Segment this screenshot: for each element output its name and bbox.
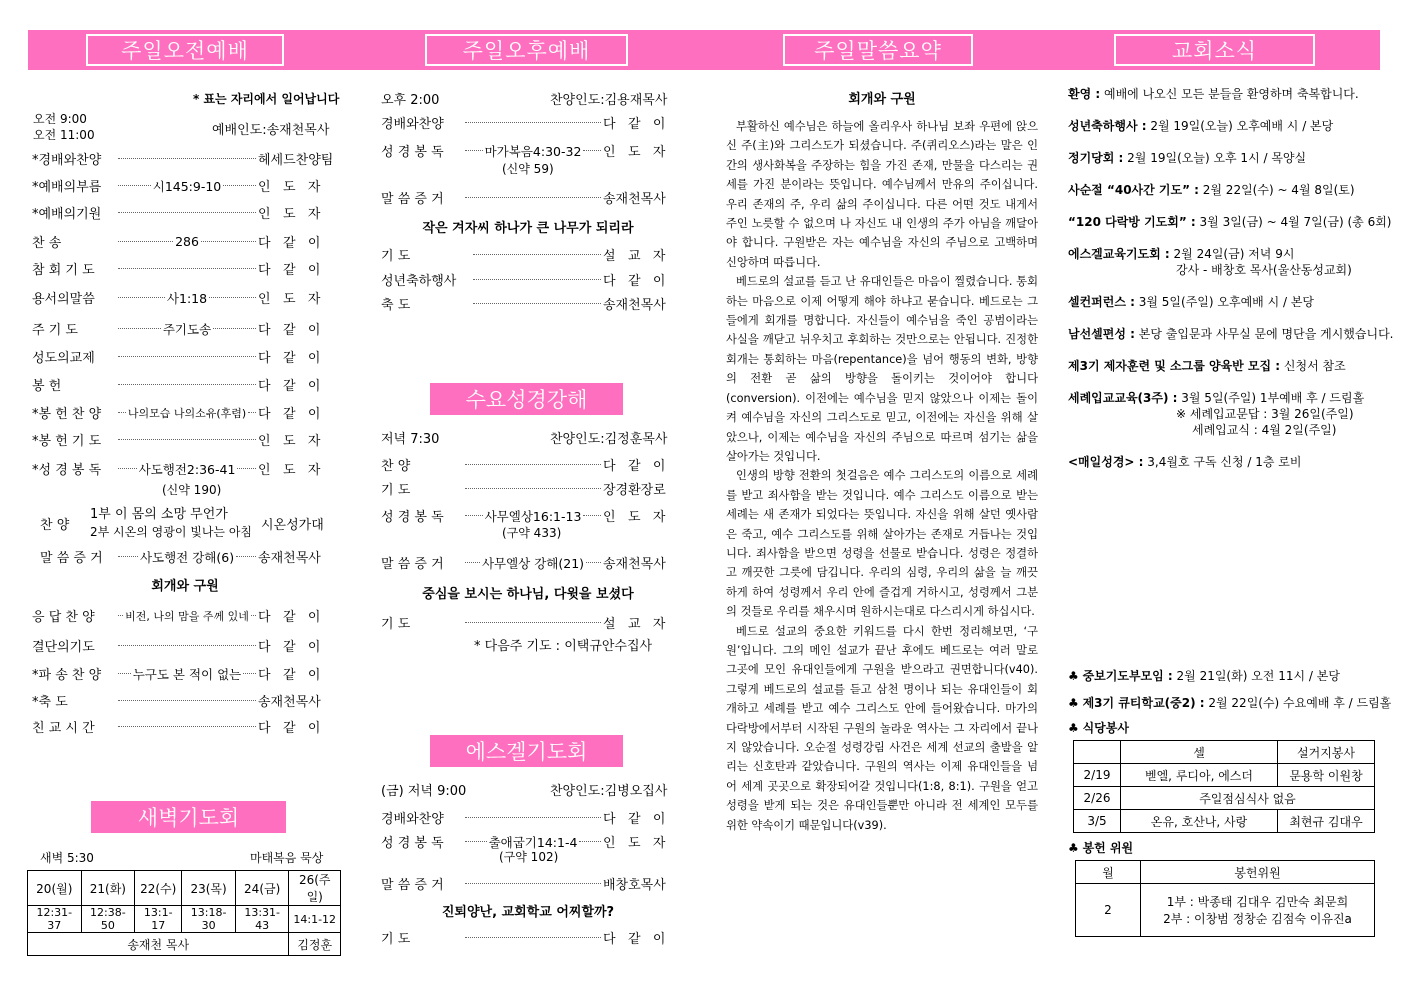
morning-sermon-title: 회개와 구원 (151, 579, 219, 594)
order-item-person: 인 도 자 (603, 510, 666, 525)
news-item-label: <매일성경> : (1068, 455, 1144, 469)
news-item-text: 3월 5일(주일) 1부예배 후 / 드림홀 (1177, 391, 1365, 405)
order-item-label: 용서의말씀 (32, 292, 95, 307)
order-item-detail: 나의모습 나의소유(후렴) (127, 406, 247, 420)
order-item-person: 송재천목사 (258, 695, 321, 710)
order-item-label: 친 교 시 간 (32, 721, 95, 736)
dawn-day: 20(월) (28, 871, 82, 906)
order-item-person: 다 같 이 (258, 640, 321, 655)
order-item-label: 참 회 기 도 (32, 263, 95, 278)
cue-label: 제3기 큐티학교(중2) : (1082, 696, 1205, 710)
offering-table (1075, 860, 1375, 937)
order-item (381, 553, 677, 572)
dawn-pastor: 송재천 목사 (28, 933, 289, 956)
order-item (381, 874, 677, 893)
order-item-label: *봉 헌 찬 양 (32, 407, 102, 422)
dotted-leader (118, 726, 256, 727)
order-item-person: 인 도 자 (258, 292, 321, 307)
morning-time1: 오전 9:00 (33, 112, 87, 126)
order-item (381, 141, 677, 160)
news-item (1068, 181, 1355, 198)
news-item-label: 세례입교교육(3주) : (1068, 391, 1178, 405)
meal-dish: 최현규 김대우 (1278, 810, 1375, 833)
order-item-person: 인 도 자 (258, 180, 321, 195)
order-item-person: 인 도 자 (258, 434, 321, 449)
order-item-person: 헤세드찬양팀 (258, 153, 334, 168)
order-item-label: 경배와찬양 (381, 117, 444, 132)
order-item-label: *파 송 찬 양 (32, 668, 102, 683)
meal-row (1074, 764, 1375, 787)
dotted-leader (243, 673, 256, 674)
meal-title: 식당봉사 (1082, 721, 1129, 735)
order-item-person: 다 같 이 (258, 610, 321, 625)
order-item-person: 인 도 자 (603, 836, 666, 851)
order-item-detail: 마가복음4:30-32 (484, 143, 582, 159)
order-item (381, 613, 677, 632)
news-item-text: 2월 22일(수) ~ 4월 8일(토) (1198, 183, 1355, 197)
order-item-label: 봉 헌 (32, 379, 62, 394)
news-item-label: 제3기 제자훈련 및 소그룹 양육반 모집 : (1068, 359, 1281, 373)
order-item-detail: 286 (175, 234, 199, 249)
order-item (40, 547, 340, 566)
cue-text: 2월 22일(수) 수요예배 후 / 드림홀 (1204, 696, 1392, 710)
order-item-label: 찬 양 (381, 459, 411, 474)
order-item-label: 성년축하행사 (381, 274, 457, 289)
header-afternoon: 주일오후예배 (425, 34, 628, 66)
order-item-label: *성 경 봉 독 (32, 463, 102, 478)
offering-header-members: 봉헌위원 (1141, 861, 1375, 884)
order-item-label: *예배의기원 (32, 207, 102, 222)
order-item (32, 430, 340, 449)
order-item-label: 응 답 찬 양 (32, 610, 95, 625)
ezekiel-sermon-title: 진퇴양난, 교회학교 어찌할까? (441, 905, 615, 920)
order-item (381, 188, 677, 207)
meal-date: 2/19 (1074, 764, 1121, 787)
wednesday-time: 저녁 7:30 (381, 432, 440, 447)
news-item (1068, 245, 1294, 262)
news-item-label: 셀컨퍼런스 : (1068, 295, 1135, 309)
news-item-label: 성년축하행사 : (1068, 119, 1147, 133)
order-item (32, 149, 340, 168)
meal-header-cell: 셀 (1121, 741, 1278, 764)
news-baptism-exam: ※ 세례입교문답 : 3월 26일(주일) (1176, 407, 1354, 421)
dawn-verse: 12:31-37 (28, 906, 82, 933)
dawn-leaders-row (28, 933, 341, 956)
praise-second: 2부 시온의 영광이 빛나는 아침 (90, 525, 252, 539)
news-cue-school (1068, 694, 1391, 711)
news-item-text: 2월 19일(오늘) 오후예배 시 / 본당 (1146, 119, 1334, 133)
news-offering (1068, 839, 1133, 856)
meal-row (1074, 810, 1375, 833)
dotted-leader (465, 841, 487, 842)
dotted-leader (465, 817, 601, 818)
praise-label: 찬 양 (40, 518, 70, 533)
news-item (1068, 117, 1333, 134)
order-item-person: 다 같 이 (603, 459, 666, 474)
news-item-text: 2월 24일(금) 저녁 9시 (1169, 247, 1295, 261)
news-ezekiel-speaker: 강사 - 배창호 목사(울산동성교회) (1176, 263, 1352, 277)
afternoon-sermon-title: 작은 겨자씨 하나가 큰 나무가 되리라 (422, 221, 634, 236)
afternoon-leader: 찬양인도:김용재목사 (550, 93, 668, 108)
dotted-leader (118, 615, 123, 616)
dawn-day: 24(금) (235, 871, 289, 906)
dotted-leader (473, 303, 601, 304)
dawn-days-row (28, 871, 341, 906)
order-item-person: 다 같 이 (258, 407, 321, 422)
order-item-person: 다 같 이 (603, 274, 666, 289)
summary-body (726, 117, 1038, 835)
order-item-detail: 사무엘상16:1-13 (484, 508, 582, 524)
dotted-leader (118, 468, 137, 469)
order-item-detail: 사도행전 강해(6) (139, 549, 235, 565)
order-item (381, 294, 677, 313)
order-item (381, 455, 677, 474)
summary-paragraph: 베드로의 설교를 듣고 난 유대인들은 마음이 찔렸습니다. 통회하는 마음으로 이제 어떻게 해야 하냐고 묻습니다. 베드로는 그들에게 회개를 명합니다. 자신들이 예수님을 죽인 공범이라는 사실을 깨닫고 뉘우치고 후회하는 것만으로는 안됩니다. 진정한 회개는 통회하는 마음(repentance)을 넘어 행동의 변화, 방향의 전환 곧 삶의 방향을 돌이키는 것이어야 합니다(conversion). 이전에는 예수님을 믿지 않았으나 이제는 돌이켜 예수님을 자신의 그리스도로 믿고, 이전에는 자신을 위해 살았으나, 이제는 예수님을 자신의 주님으로 따르며 섬기는 삶을 살아가는 것입니다. (726, 275, 1038, 463)
news-item-text: 2월 19일(오늘) 오후 1시 / 목양실 (1123, 151, 1307, 165)
news-item-label: 남선셀편성 : (1068, 327, 1135, 341)
dawn-title: 새벽기도회 (91, 801, 286, 833)
dotted-leader (236, 556, 256, 557)
ezekiel-time: (금) 저녁 9:00 (381, 784, 467, 799)
dotted-leader (118, 412, 126, 413)
dotted-leader (209, 297, 256, 298)
wednesday-next-prayer: * 다음주 기도 : 이택규안수집사 (474, 639, 653, 654)
order-item-detail: 출애굽기14:1-4 (488, 834, 578, 850)
dotted-leader (118, 241, 173, 242)
dawn-elder: 김정훈 (289, 933, 341, 956)
meal-header-row (1074, 741, 1375, 764)
dotted-leader (118, 356, 256, 357)
order-item-person: 송재천목사 (603, 557, 666, 572)
praise-first: 1부 이 몸의 소망 무언가 (90, 507, 228, 522)
news-item (1068, 357, 1346, 374)
morning-leader: 예배인도:송재천목사 (212, 123, 330, 138)
news-item (1068, 213, 1391, 230)
order-item-label: 말 씀 증 거 (381, 192, 444, 207)
offering-first: 1부 : 박종태 김대우 김만숙 최문희 (1166, 895, 1349, 909)
order-item-person: 다 같 이 (258, 263, 321, 278)
dawn-verse: 14:1-12 (289, 906, 341, 933)
order-item-detail: 사1:18 (166, 290, 208, 306)
dotted-leader (465, 515, 483, 516)
dawn-verse: 13:18-30 (182, 906, 236, 933)
club-icon: ♣ (1068, 721, 1079, 735)
order-item-detail: 사도행전2:36-41 (138, 461, 236, 477)
meal-dish: 문용학 이원창 (1278, 764, 1375, 787)
order-item-label: 축 도 (381, 298, 411, 313)
dotted-leader (465, 622, 601, 623)
order-item-label: *봉 헌 기 도 (32, 434, 102, 449)
order-item-person: 다 같 이 (258, 379, 321, 394)
dawn-day: 23(목) (182, 871, 236, 906)
meal-cell: 온유, 호산나, 사랑 (1121, 810, 1278, 833)
dotted-leader (473, 254, 601, 255)
order-item (32, 232, 340, 251)
dotted-leader (465, 150, 483, 151)
order-item-label: 말 씀 증 거 (381, 557, 444, 572)
order-item-label: *예배의부름 (32, 180, 102, 195)
order-item-label: 성 경 봉 독 (381, 145, 444, 160)
order-item (381, 928, 677, 947)
news-item-label: 에스겔교육기도회 : (1068, 247, 1170, 261)
dawn-verses-row (28, 906, 341, 933)
order-item-person: 설 교 자 (603, 249, 666, 264)
dotted-leader (579, 841, 601, 842)
morning-note: * 표는 자리에서 일어납니다 (193, 92, 340, 106)
order-item-person: 다 같 이 (258, 351, 321, 366)
meal-cell: 벧엘, 루디아, 에스더 (1121, 764, 1278, 787)
dotted-leader (473, 279, 601, 280)
dawn-schedule-table (27, 870, 341, 956)
dotted-leader (248, 412, 256, 413)
offering-header-month: 월 (1076, 861, 1141, 884)
order-item-label: 기 도 (381, 932, 411, 947)
offering-row (1076, 884, 1375, 937)
order-item-person: 다 같 이 (603, 812, 666, 827)
intercession-label: 중보기도부모임 : (1082, 669, 1173, 683)
order-item (32, 375, 340, 394)
dotted-leader (201, 241, 256, 242)
order-item (32, 203, 340, 222)
offering-title: 봉헌 위원 (1082, 841, 1134, 855)
wednesday-leader: 찬양인도:김정훈목사 (550, 432, 668, 447)
dotted-leader (118, 700, 256, 701)
dotted-leader (118, 439, 256, 440)
dotted-leader (583, 150, 601, 151)
dotted-leader (465, 197, 601, 198)
dotted-leader (465, 562, 480, 563)
order-item-label: 주 기 도 (32, 323, 78, 338)
order-item-label: *축 도 (32, 695, 68, 710)
meal-row (1074, 787, 1375, 810)
order-item (381, 808, 677, 827)
order-item-label: 말 씀 증 거 (381, 878, 444, 893)
news-item-text: 3월 3일(금) ~ 4월 7일(금) (총 6회) (1195, 215, 1392, 229)
header-morning: 주일오전예배 (86, 34, 284, 66)
dotted-leader (118, 556, 138, 557)
dawn-book: 마태복음 묵상 (250, 851, 324, 865)
order-item-person: 송재천목사 (603, 192, 666, 207)
summary-paragraph: 베드로 설교의 중요한 키워드를 다시 한번 정리해보면, ‘구원’입니다. 그의 메인 설교가 끝난 후에도 베드로는 여러 말로 그곳에 모인 유대인들에게 구원을 받으라고 권면합니다(v40). 그렇게 베드로의 설교를 듣고 삼천 명이나 되는 유대인들이 회개하고 세례를 받고 예수 그리스도 안에 들어왔습니다. 마가의 다락방에서부터 시작된 구원의 놀라운 역사는 그 자리에서 끝나지 않았습니다. 오순절 성령강림 사건은 세계 선교의 출발을 알리는 신호탄과 같았습니다. 구원의 역사는 이제 유대인들을 넘어 세계 곳곳으로 확장되어갈 것입니다(1:8, 8:1). 구원을 얻고 성령을 받게 되는 것은 유대인들뿐만 아니라 전 세계인 모두를 위한 약속이기 때문입니다(v39). (726, 624, 1038, 832)
dawn-day: 21(화) (81, 871, 135, 906)
dotted-leader (118, 212, 256, 213)
offering-header-row (1076, 861, 1375, 884)
dotted-leader (118, 158, 256, 159)
order-item-person: 다 같 이 (258, 721, 321, 736)
news-item-text: 예배에 나오신 모든 분들을 환영하며 축복합니다. (1100, 87, 1359, 101)
wednesday-sermon-title: 중심을 보시는 하나님, 다윗을 보셨다 (422, 587, 634, 602)
dotted-leader (118, 185, 151, 186)
dawn-verse: 13:31-43 (235, 906, 289, 933)
dotted-leader (118, 268, 256, 269)
dotted-leader (465, 883, 601, 884)
ezekiel-title: 에스겔기도회 (430, 735, 623, 767)
order-item-detail: 사무엘상 강해(21) (481, 555, 585, 571)
dotted-leader (465, 464, 601, 465)
order-item-person: 다 같 이 (603, 117, 666, 132)
dotted-leader (118, 328, 161, 329)
dawn-time: 새벽 5:30 (40, 851, 94, 865)
order-item-label: *경배와찬양 (32, 153, 102, 168)
order-item (32, 403, 340, 422)
order-item-label: 기 도 (381, 483, 411, 498)
order-item-label: 결단의기도 (32, 640, 95, 655)
order-item (381, 113, 677, 132)
meal-date: 2/26 (1074, 787, 1121, 810)
meal-table (1073, 740, 1375, 833)
afternoon-hymn: (신약 59) (502, 162, 554, 176)
order-item (32, 664, 340, 683)
order-item (32, 691, 340, 710)
news-intercession (1068, 667, 1340, 684)
dawn-day: 22(수) (135, 871, 182, 906)
order-item (32, 176, 340, 195)
club-icon: ♣ (1068, 669, 1079, 683)
order-item-person: 다 같 이 (258, 668, 321, 683)
news-item-text: 3,4월호 구독 신청 / 1층 로비 (1143, 455, 1302, 469)
order-item-person: 다 같 이 (603, 932, 666, 947)
news-item-label: 환영 : (1068, 87, 1101, 101)
news-baptism-ceremony: 세례입교식 : 4월 2일(주일) (1192, 423, 1337, 437)
order-item (32, 636, 340, 655)
summary-paragraph: 부활하신 예수님은 하늘에 올리우사 하나님 보좌 우편에 앉으신 주(主)와 그리스도가 되셨습니다. 주(퀴리오스)라는 말은 인간의 생사화복을 주장하는 힘을 가진 존재, 만물을 다스리는 권세를 가진 분이라는 뜻입니다. 예수님께서 만유의 주이십니다. 우리 존재의 주, 우리 삶의 주이십니다. 다른 어떤 것도 내게서 주인 노릇할 수 없으며 나 자신도 내 인생의 주가 아님을 깨달아야 합니다. 구원받은 자는 예수님을 자신의 주님으로 고백하며 신앙하며 따릅니다. (726, 120, 1038, 269)
order-item (381, 245, 677, 264)
afternoon-time: 오후 2:00 (381, 93, 440, 108)
news-item (1068, 453, 1301, 470)
news-item (1068, 149, 1306, 166)
order-item-label: 성도의교제 (32, 351, 95, 366)
order-item (32, 459, 340, 478)
dotted-leader (223, 185, 256, 186)
meal-header-dish: 설거지봉사 (1278, 741, 1375, 764)
meal-header-date (1074, 741, 1121, 764)
order-item (381, 270, 677, 289)
club-icon: ♣ (1068, 696, 1079, 710)
news-item (1068, 293, 1314, 310)
order-item-label: 말 씀 증 거 (40, 551, 103, 566)
dotted-leader (465, 937, 601, 938)
order-item-label: 성 경 봉 독 (381, 510, 444, 525)
order-item-person: 다 같 이 (258, 236, 321, 251)
dawn-day: 26(주일) (289, 871, 341, 906)
club-icon: ♣ (1068, 841, 1079, 855)
news-item-label: 정기당회 : (1068, 151, 1124, 165)
news-item-label: “120 다락방 기도회” : (1068, 215, 1196, 229)
news-item (1068, 325, 1393, 342)
order-item-person: 설 교 자 (603, 617, 666, 632)
header-summary: 주일말씀요약 (783, 34, 973, 66)
ezekiel-hymn: (구약 102) (499, 850, 559, 864)
dotted-leader (583, 515, 601, 516)
order-item-label: 경배와찬양 (381, 812, 444, 827)
praise-choir: 시온성가대 (261, 518, 324, 533)
news-item-text: 신청서 참조 (1280, 359, 1346, 373)
order-item-person: 인 도 자 (258, 463, 321, 478)
order-item (32, 319, 340, 338)
dawn-verse: 13:1-17 (135, 906, 182, 933)
order-item-label: 기 도 (381, 617, 411, 632)
dotted-leader (586, 562, 601, 563)
order-item-person: 장경환장로 (603, 483, 666, 498)
ezekiel-leader: 찬양인도:김병오집사 (550, 784, 668, 799)
morning-time2: 오전 11:00 (33, 128, 95, 142)
dotted-leader (465, 122, 601, 123)
order-item (32, 259, 340, 278)
meal-date: 3/5 (1074, 810, 1121, 833)
order-item-person: 인 도 자 (603, 145, 666, 160)
order-item-detail: 누구도 본 적이 없는 (132, 666, 242, 682)
dotted-leader (118, 645, 256, 646)
dotted-leader (213, 328, 256, 329)
news-item-text: 본당 출입문과 사무실 문에 명단을 게시했습니다. (1134, 327, 1394, 341)
order-item (32, 347, 340, 366)
order-item-label: 찬 송 (32, 236, 62, 251)
wednesday-hymn: (구약 433) (502, 526, 562, 540)
offering-members (1141, 884, 1375, 937)
news-item (1068, 389, 1364, 406)
offering-month: 2 (1076, 884, 1141, 937)
order-item (381, 506, 677, 525)
news-item (1068, 85, 1359, 102)
order-item (32, 288, 340, 307)
news-item-text: 3월 5일(주일) 오후예배 시 / 본당 (1134, 295, 1315, 309)
dotted-leader (465, 488, 601, 489)
order-item-detail: 비전, 나의 맘을 주께 있네 (125, 609, 249, 623)
dawn-verse: 12:38-50 (81, 906, 135, 933)
offering-second: 2부 : 이창범 정창순 김점숙 이유진a (1163, 912, 1352, 926)
news-meal (1068, 719, 1129, 736)
dotted-leader (237, 468, 256, 469)
order-item-label: 성 경 봉 독 (381, 836, 444, 851)
intercession-text: 2월 21일(화) 오전 11시 / 본당 (1172, 669, 1340, 683)
morning-scripture-hymn: (신약 190) (162, 483, 222, 497)
news-item-label: 사순절 “40사간 기도” : (1068, 183, 1199, 197)
order-item-person: 다 같 이 (258, 323, 321, 338)
dotted-leader (118, 384, 256, 385)
order-item-detail: 시145:9-10 (152, 178, 222, 194)
order-item (381, 479, 677, 498)
summary-paragraph: 인생의 방향 전환의 첫걸음은 예수 그리스도의 이름으로 세례를 받고 죄사함을 받는 것입니다. 예수 그리스도 이름으로 받는 세례는 새 존재가 되었다는 뜻입니다. 자신을 위해 살던 옛사람은 죽고, 예수 그리스도를 위해 살아가는 존재로 거듭나는 것입니다. 죄사함을 받으면 성령을 선물로 받습니다. 성령은 정결하고 깨끗한 그릇에 담깁니다. 우리의 심령, 우리의 삶을 늘 깨끗하게 하여 성령께서 우리 안에 즐겁게 거하시고, 성령께서 그분의 것들로 우리를 채우시며 원하시는대로 다스리시게 하십시다. (726, 469, 1038, 619)
order-item-person: 인 도 자 (258, 207, 321, 222)
dotted-leader (118, 673, 131, 674)
meal-cell: 주일점심식사 없음 (1121, 787, 1375, 810)
order-item-person: 송재천목사 (258, 551, 321, 566)
dotted-leader (118, 297, 165, 298)
dotted-leader (251, 615, 256, 616)
summary-title: 회개와 구원 (848, 92, 916, 107)
order-item-person: 배창호목사 (603, 878, 666, 893)
order-item-person: 송재천목사 (603, 298, 666, 313)
header-news: 교회소식 (1114, 34, 1315, 66)
order-item (32, 717, 340, 736)
order-item-label: 기 도 (381, 249, 411, 264)
wednesday-title: 수요성경강해 (430, 383, 623, 415)
order-item-detail: 주기도송 (162, 321, 212, 337)
order-item (32, 606, 340, 625)
